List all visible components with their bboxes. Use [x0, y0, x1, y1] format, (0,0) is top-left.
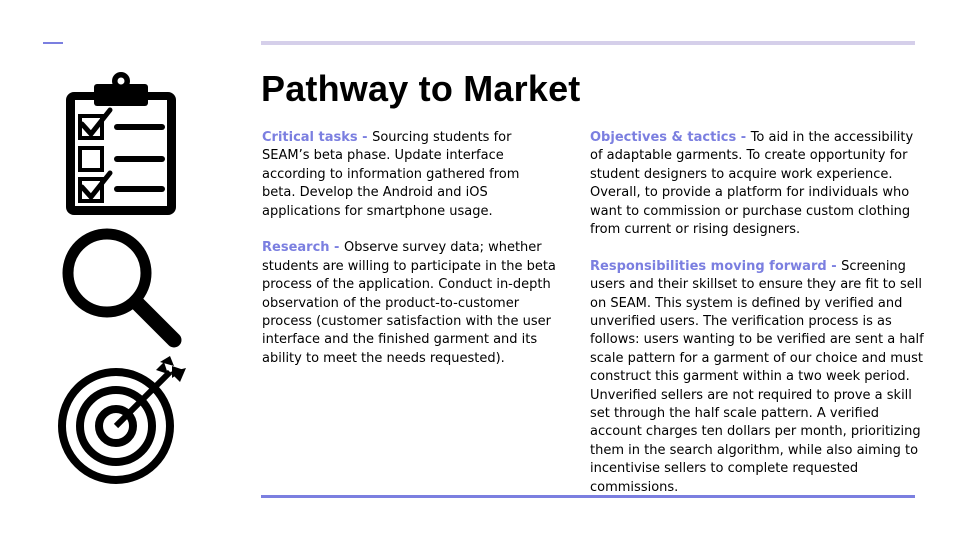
- page-title: Pathway to Market: [261, 68, 581, 109]
- top-rule: [261, 41, 915, 45]
- magnifier-icon: [60, 226, 185, 351]
- objectives-text: To aid in the accessibility of adaptable garments. To create opportunity for student designers to acquire work experience. Overall, to provide a platform for individuals who want to commission or purchase custom clothing from current or rising designers.: [590, 130, 914, 238]
- responsibilities-text: Screening users and their skillset to ensure they are fit to sell on SEAM. This system is defined by verified and unverified users. The verification process is as follows: users wanting to be verified are sent a half scale pattern for a garment of our choice and must construct this garment within a two week period. Unverified sellers are not required to prove a skill set through the half scale pattern. A verified account charges ten dollars per month, prioritizing them in the search algorithm, while also aiming to incentivise sellers to complete requested commissions.: [590, 258, 924, 495]
- clipboard-checklist-icon: [62, 72, 182, 220]
- right-column: [590, 129, 928, 516]
- left-column: [262, 129, 556, 387]
- research-paragraph: [262, 239, 556, 368]
- responsibilities-paragraph: [590, 258, 928, 497]
- objectives-paragraph: [590, 129, 928, 239]
- objectives-label: Objectives & tactics -: [590, 130, 751, 145]
- accent-dash: [43, 42, 63, 44]
- research-label: Research -: [262, 240, 344, 256]
- critical-tasks-paragraph: [262, 129, 556, 221]
- critical-tasks-label: Critical tasks -: [262, 130, 373, 145]
- bottom-rule: [261, 495, 915, 498]
- critical-tasks-text: Sourcing students for SEAM’s beta phase. Update interface according to information gathered from beta. Develop the Android and iOS applications for smartphone usage.: [262, 130, 520, 219]
- responsibilities-label: Responsibilities moving forward -: [590, 258, 842, 274]
- research-text: Observe survey data; whether students are willing to participate in the beta process of the application. Conduct in-depth observation of the product-to-customer process (customer satisfaction with the user interface and the finished garment and its ability to meet the needs requested).: [262, 240, 556, 366]
- target-arrow-icon: [56, 356, 190, 486]
